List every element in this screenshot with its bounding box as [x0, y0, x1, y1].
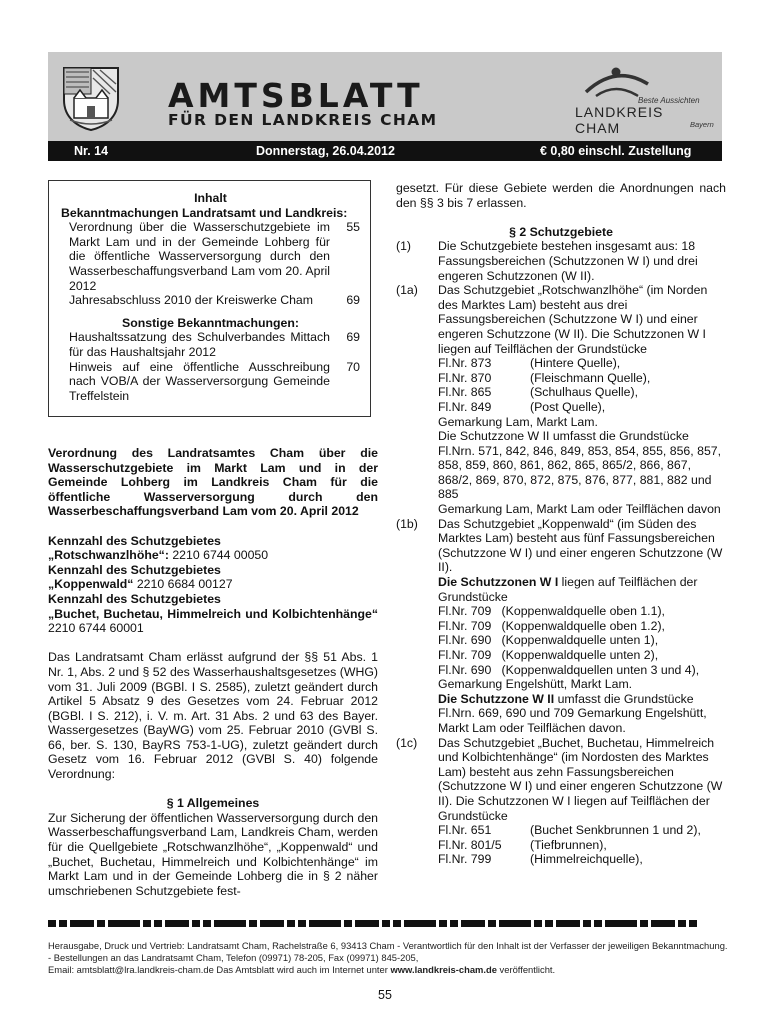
parcel-row: Fl.Nr. 801/5 (Tiefbrunnen),: [438, 837, 607, 852]
divider-segment: [556, 920, 580, 927]
imprint-text: Email: amtsblatt@lra.landkreis-cham.de Das Amtsblatt wird auch im Internet unter www.landkreis-cham.de veröffentlicht.: [48, 963, 556, 975]
divider-segment: [678, 920, 686, 927]
divider-segment: [450, 920, 458, 927]
issue-bar: [48, 141, 722, 161]
toc-entry-text: Jahresabschluss 2010 der Kreiswerke Cham: [69, 293, 314, 308]
id-label: Kennzahl des Schutzgebietes: [48, 591, 221, 606]
paragraph: [396, 517, 726, 736]
parcel-row: Fl.Nr. 849 (Post Quelle),: [438, 399, 606, 414]
divider-segment: [203, 920, 211, 927]
divider-segment: [108, 920, 140, 927]
logo-region: Bayern: [690, 120, 714, 129]
issue-number: Nr. 14: [74, 144, 109, 158]
publication-subtitle: FÜR DEN LANDKREIS CHAM: [168, 111, 438, 129]
paragraph-text: Gemarkung Engelshütt, Markt Lam.: [438, 677, 633, 692]
paragraph: [396, 239, 726, 283]
id-value: „Koppenwald“ 2210 6684 00127: [48, 577, 233, 592]
divider-segment: [355, 920, 379, 927]
divider-segment: [214, 920, 246, 927]
divider-segment: [488, 920, 496, 927]
parcel-row: Fl.Nr. 799 (Himmelreichquelle),: [438, 852, 643, 867]
district-logo: [560, 64, 714, 136]
divider-segment: [192, 920, 200, 927]
toc-entry-page: 55: [346, 220, 360, 235]
toc-entry[interactable]: [61, 293, 360, 308]
paragraph-number: (1a): [396, 283, 418, 298]
divider-segment: [439, 920, 447, 927]
id-label: Kennzahl des Schutzgebietes: [48, 533, 221, 548]
divider-segment: [309, 920, 341, 927]
parcel-row: Fl.Nr. 651 (Buchet Senkbrunnen 1 und 2),: [438, 823, 701, 838]
divider-segment: [594, 920, 602, 927]
id-value: „Buchet, Buchetau, Himmelreich und Kolbichtenhänge“ 2210 6744 60001: [48, 606, 378, 636]
paragraph-text: Die Schutzzone W II umfasst die Grundstücke Fl.Nrn. 571, 842, 846, 849, 853, 854, 855, 856, 857, 858, 859, 860, 861, 862, 865, 865/2, 866, 867, 868/2, 869, 870, 872, 875, 876, 877, 881, 882 und 885: [438, 429, 722, 502]
paragraph-text: Das Schutzgebiet „Rotschwanzlhöhe“ (im Norden des Marktes Lam) besteht aus drei Fassungsbereichen (Schutzzone W I) und einer engeren Schutzzone (W II). Die Schutzzonen W I liegen auf Teilflächen der Grundstücke: [438, 283, 708, 356]
paragraph-text: Das Schutzgebiet „Koppenwald“ (im Süden des Marktes Lam) besteht aus fünf Fassungsbereichen (Schutzzone W I) und einer engeren Schutzzone (W II).: [438, 516, 723, 575]
section-heading: § 2 Schutzgebiete: [509, 224, 613, 239]
parcel-row: Fl.Nr. 709 (Koppenwaldquelle oben 1.1),: [438, 604, 665, 619]
divider-segment: [287, 920, 295, 927]
continued-text: gesetzt. Für diese Gebiete werden die Anordnungen nach den §§ 3 bis 7 erlassen.: [396, 181, 726, 210]
divider-segment: [260, 920, 284, 927]
paragraph-text: Die Schutzgebiete bestehen insgesamt aus: 18 Fassungsbereichen (Schutzzonen W I) und drei engeren Schutzzonen (W II).: [438, 239, 698, 283]
paragraph-number: (1): [396, 239, 412, 254]
parcel-row: Fl.Nr. 873 (Hintere Quelle),: [438, 356, 621, 371]
section-heading: § 1 Allgemeines: [166, 796, 260, 811]
paragraph-number: (1c): [396, 735, 418, 750]
toc-entry[interactable]: [61, 360, 360, 404]
issue-price: € 0,80 einschl. Zustellung: [540, 144, 692, 158]
logo-name: LANDKREIS CHAM: [575, 104, 664, 136]
toc-entry-page: 69: [346, 293, 360, 308]
paragraph-number: (1b): [396, 516, 418, 531]
id-value: „Rotschwanzlhöhe“: 2210 6744 00050: [48, 548, 269, 563]
paragraph-text: Gemarkung Lam, Markt Lam oder Teilflächen davon: [438, 502, 721, 517]
toc-section-heading: Bekanntmachungen Landratsamt und Landkreis:: [61, 205, 348, 220]
website-link[interactable]: www.landkreis-cham.de: [390, 963, 497, 975]
divider-segment: [534, 920, 542, 927]
divider-segment: [48, 920, 56, 927]
toc-entry[interactable]: [61, 330, 360, 359]
divider-segment: [165, 920, 189, 927]
regulation-title: Verordnung des Landratsamtes Cham über die Wasserschutzgebiete im Markt Lam und in der Gemeinde Lohberg im Landkreis Cham für die öffentliche Wasserversorgung durch den Wasserbeschaffungsverband Lam vom 20. April 2012: [48, 446, 378, 519]
paragraph: [396, 283, 726, 517]
divider-segment: [298, 920, 306, 927]
divider-segment: [393, 920, 401, 927]
divider-segment: [583, 920, 591, 927]
divider-segment: [70, 920, 94, 927]
toc-entry-text: Haushaltssatzung des Schulverbandes Mittach für das Haushaltsjahr 2012: [69, 330, 330, 359]
divider-segment: [143, 920, 151, 927]
section-text: Zur Sicherung der öffentlichen Wasserversorgung durch den Wasserbeschaffungsverband Lam, Landkreis Cham, werden für die Quellgebiete „Rotschwanzlhöhe“, „Koppenwald“ und „Buchet, Buchetau, Himmelreich und Kolbichtenhänge“ im Markt Lam und in der Gemeinde Lohberg die in § 2 näher umschriebenen Schutzgebiete fest-: [48, 810, 378, 898]
parcel-row: Fl.Nr. 690 (Koppenwaldquelle unten 1),: [438, 633, 659, 648]
page-number: 55: [378, 988, 392, 1002]
paragraph-text: Das Schutzgebiet „Buchet, Buchetau, Himmelreich und Kolbichtenhänge“ (im Nordosten des Marktes Lam) besteht aus zehn Fassungsbereichen (Schutzzone W I) und einer engeren Schutzzone (W II). Die Schutzzonen W I liegen auf Teilflächen der Grundstücke: [438, 735, 723, 823]
divider-segment: [344, 920, 352, 927]
imprint: [48, 940, 728, 975]
toc-section-heading: Sonstige Bekanntmachungen:: [122, 315, 299, 330]
divider-segment: [605, 920, 637, 927]
divider-segment: [382, 920, 390, 927]
divider-segment: [97, 920, 105, 927]
decorative-divider: [48, 920, 722, 928]
divider-segment: [545, 920, 553, 927]
divider-segment: [499, 920, 531, 927]
divider-segment: [640, 920, 648, 927]
publication-title: AMTSBLATT: [168, 76, 424, 115]
divider-segment: [154, 920, 162, 927]
issue-date: Donnerstag, 26.04.2012: [256, 144, 395, 158]
table-of-contents: [48, 180, 371, 417]
imprint-text: Herausgabe, Druck und Vertrieb: Landratsamt Cham, Rachelstraße 6, 93413 Cham - Verantwortlich für den Inhalt ist der Verfasser der jeweiligen Bekanntmachung. - Bestellungen an das Landratsamt Cham, Telefon (09971) 78-205, Fax (09971) 845-205,: [48, 940, 728, 963]
left-column: [48, 446, 378, 898]
toc-entry-page: 69: [346, 330, 360, 345]
parcel-row: Fl.Nr. 870 (Fleischmann Quelle),: [438, 370, 651, 385]
coat-of-arms-icon: [60, 64, 122, 132]
divider-segment: [59, 920, 67, 927]
preamble: Das Landratsamt Cham erlässt aufgrund der §§ 51 Abs. 1 Nr. 1, Abs. 2 und § 52 des Wasserhaushaltsgesetzes (WHG) vom 31. Juli 2009 (BGBl. I S. 2585), zuletzt geändert durch Artikel 5 Absatz 9 des Gesetzes vom 24. Februar 2012 (BGBl. I S. 212), i. V. m. Art. 31 Abs. 2 und 63 des Bayer. Wassergesetzes (BayWG) vom 25. Februar 2010 (GVBl S. 66, ber. S. 130, BayRS 753-1-UG), zuletzt geändert durch Gesetz vom 16. Februar 2012 (GVBl S. 40) folgende Verordnung:: [48, 650, 378, 782]
divider-segment: [689, 920, 697, 927]
toc-entry-text: Hinweis auf eine öffentliche Ausschreibung nach VOB/A der Wasserversorgung Gemeinde Treffelstein: [69, 359, 330, 403]
id-label: Kennzahl des Schutzgebietes: [48, 562, 221, 577]
parcel-row: Fl.Nr. 709 (Koppenwaldquelle oben 1.2),: [438, 618, 665, 633]
toc-entry-page: 70: [346, 359, 360, 374]
parcel-row: Fl.Nr. 690 (Koppenwaldquellen unten 3 und 4),: [438, 662, 700, 677]
divider-segment: [404, 920, 436, 927]
divider-segment: [461, 920, 485, 927]
paragraph-text: Die Schutzzonen W I liegen auf Teilflächen der Grundstücke: [438, 575, 698, 604]
parcel-row: Fl.Nr. 709 (Koppenwaldquelle unten 2),: [438, 648, 659, 662]
paragraph-text: Gemarkung Lam, Markt Lam.: [438, 414, 598, 429]
paragraph-text: Die Schutzzone W II umfasst die Grundstücke Fl.Nrn. 669, 690 und 709 Gemarkung Engelshütt, Markt Lam oder Teilflächen davon.: [438, 691, 707, 735]
paragraph: [396, 736, 726, 867]
toc-entry[interactable]: [61, 220, 360, 293]
toc-entry-text: Verordnung über die Wasserschutzgebiete im Markt Lam und in der Gemeinde Lohberg für die öffentliche Wasserversorgung durch den Wasserbeschaffungsverband Lam vom 20. April 2012: [69, 220, 330, 293]
toc-heading: Inhalt: [194, 191, 227, 205]
parcel-row: Fl.Nr. 865 (Schulhaus Quelle),: [438, 385, 638, 400]
logo-tagline: Beste Aussichten: [638, 96, 700, 105]
divider-segment: [651, 920, 675, 927]
right-column: [396, 181, 726, 867]
divider-segment: [249, 920, 257, 927]
